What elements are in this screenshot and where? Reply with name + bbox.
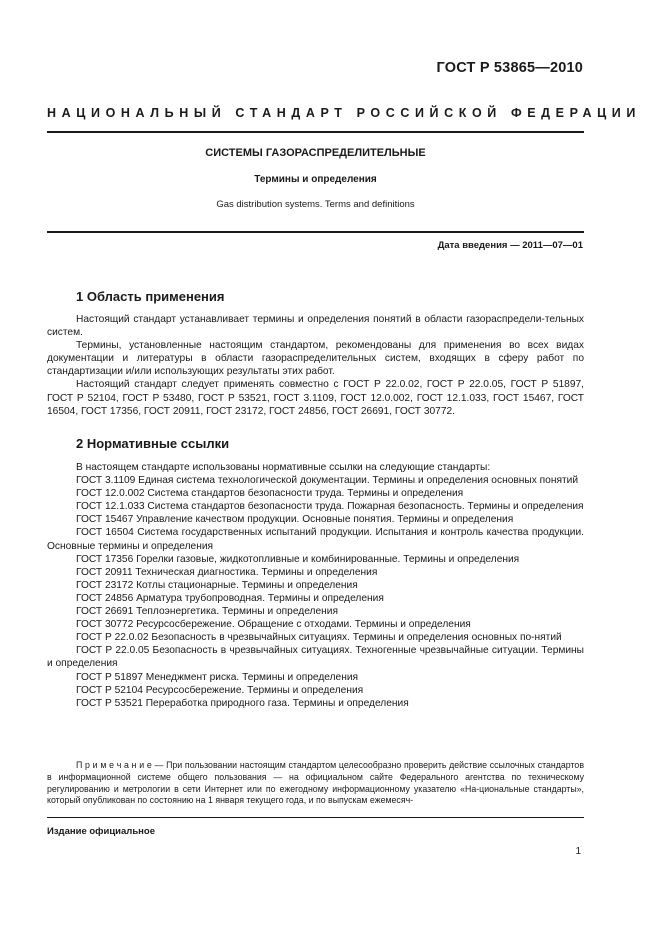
reference-item: ГОСТ 16504 Система государственных испытаний продукции. Испытания и контроль качества продукции. Основные термины и определения: [47, 527, 584, 552]
reference-item: ГОСТ 26691 Теплоэнергетика. Термины и определения: [76, 606, 338, 618]
note-text: П р и м е ч а н и е — При пользовании настоящим стандартом целесообразно проверить действие ссылочных стандартов в информационной системе общего пользования — на официальном сайте Федерального агентства по техническому регулированию и метрологии в сети Интернет или по ежегодному информационному указателю «На-циональные стандарты», который опубликован по состоянию на 1 января текущего года, и по выпускам ежемесяч-: [47, 760, 584, 806]
section-2-heading: 2 Нормативные ссылки: [76, 436, 230, 451]
document-title-english: Gas distribution systems. Terms and definitions: [216, 199, 415, 210]
date-of-introduction: Дата введения — 2011—07—01: [437, 240, 583, 251]
document-subtitle: Термины и определения: [254, 174, 377, 185]
edition-label: Издание официальное: [47, 826, 155, 837]
reference-item: ГОСТ Р 22.0.02 Безопасность в чрезвычайных ситуациях. Термины и определения основных по-нятий: [76, 632, 562, 644]
reference-item: ГОСТ Р 52104 Ресурсосбережение. Термины и определения: [76, 684, 364, 696]
national-standard-title: НАЦИОНАЛЬНЫЙ СТАНДАРТ РОССИЙСКОЙ ФЕДЕРАЦИИ: [47, 106, 641, 120]
document-title: СИСТЕМЫ ГАЗОРАСПРЕДЕЛИТЕЛЬНЫЕ: [205, 147, 426, 159]
paragraph: Термины, установленные настоящим стандартом, рекомендованы для применения во всех видах документации и литературы в области газораспределительных систем, входящих в сферу работ по стандартизации и/или использующих результаты этих работ.: [47, 340, 584, 378]
page-number: 1: [575, 846, 581, 857]
reference-item: ГОСТ 24856 Арматура трубопроводная. Термины и определения: [76, 592, 384, 604]
reference-item: ГОСТ 3.1109 Единая система технологической документации. Термины и определения основных понятий: [76, 475, 579, 487]
paragraph: Настоящий стандарт устанавливает термины и определения понятий в области газораспредели-тельных систем.: [47, 314, 584, 339]
footer-rule: [47, 817, 584, 818]
title-bottom-rule: [47, 231, 584, 233]
section-1-heading: 1 Область применения: [76, 289, 225, 304]
gost-number: ГОСТ Р 53865—2010: [436, 60, 583, 76]
note: [47, 760, 584, 807]
section-1-body: [47, 313, 584, 418]
top-rule: [47, 131, 584, 133]
reference-item: ГОСТ Р 51897 Менеджмент риска. Термины и определения: [76, 671, 359, 683]
reference-item: ГОСТ 20911 Техническая диагностика. Термины и определения: [76, 566, 378, 578]
paragraph: Настоящий стандарт следует применять совместно с ГОСТ Р 22.0.02, ГОСТ Р 22.0.05, ГОСТ Р 51897, ГОСТ Р 52104, ГОСТ Р 53480, ГОСТ Р 53521, ГОСТ 3.1109, ГОСТ 12.0.002, ГОСТ 12.1.033, ГОСТ 15467, ГОСТ 16504, ГОСТ 17356, ГОСТ 20911, ГОСТ 23172, ГОСТ 24856, ГОСТ 26691, ГОСТ 30772.: [47, 379, 584, 417]
reference-item: ГОСТ Р 22.0.05 Безопасность в чрезвычайных ситуациях. Техногенные чрезвычайные ситуации. Термины и определения: [47, 645, 584, 670]
reference-item: ГОСТ 23172 Котлы стационарные. Термины и определения: [76, 579, 358, 591]
reference-item: ГОСТ 30772 Ресурсосбережение. Обращение с отходами. Термины и определения: [76, 619, 471, 631]
reference-item: ГОСТ 15467 Управление качеством продукции. Основные понятия. Термины и определения: [76, 514, 514, 526]
reference-item: ГОСТ 12.0.002 Система стандартов безопасности труда. Термины и определения: [76, 488, 464, 500]
reference-item: ГОСТ Р 53521 Переработка природного газа. Термины и определения: [76, 697, 409, 709]
reference-item: ГОСТ 12.1.033 Система стандартов безопасности труда. Пожарная безопасность. Термины и определения: [76, 501, 584, 513]
paragraph: В настоящем стандарте использованы нормативные ссылки на следующие стандарты:: [76, 462, 491, 473]
section-2-body: [47, 461, 584, 710]
reference-item: ГОСТ 17356 Горелки газовые, жидкотопливные и комбинированные. Термины и определения: [76, 553, 520, 565]
